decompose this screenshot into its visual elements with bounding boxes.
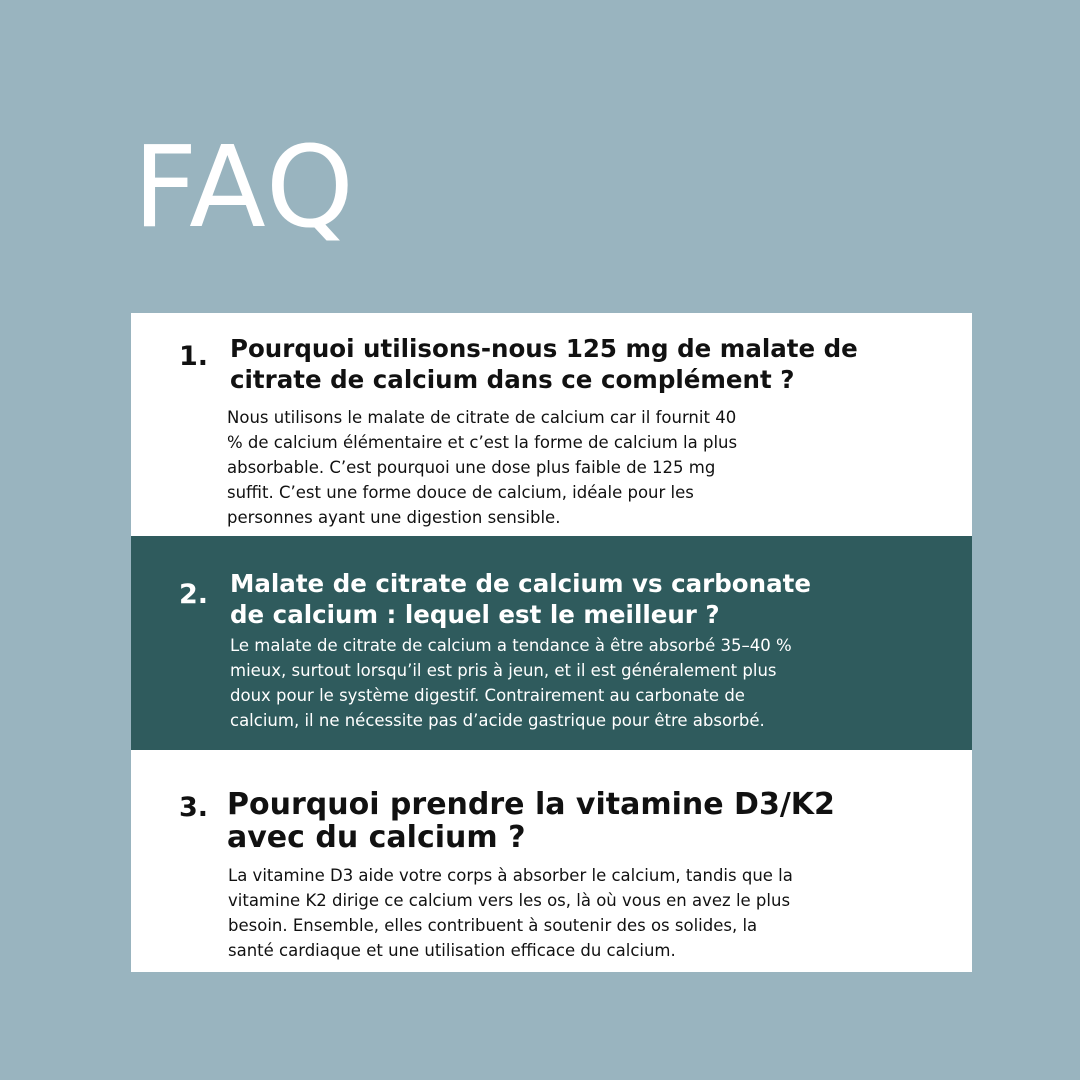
question-line: Malate de citrate de calcium vs carbonate (230, 569, 811, 598)
answer-line: La vitamine D3 aide votre corps à absorber le calcium, tandis que la (228, 866, 793, 885)
answer-line: personnes ayant une digestion sensible. (227, 508, 561, 527)
faq-number: 3. (179, 792, 209, 823)
answer-line: Le malate de citrate de calcium a tendance à être absorbé 35–40 % (230, 636, 792, 655)
faq-item-3 (131, 750, 972, 972)
answer-line: doux pour le système digestif. Contrairement au carbonate de (230, 686, 745, 705)
faq-question (230, 333, 950, 395)
question-line: Pourquoi utilisons-nous 125 mg de malate de (230, 334, 858, 363)
question-line: Pourquoi prendre la vitamine D3/K2 (227, 787, 835, 822)
faq-question (230, 568, 950, 630)
faq-answer (228, 863, 928, 963)
question-line: avec du calcium ? (227, 820, 526, 855)
answer-line: calcium, il ne nécessite pas d’acide gastrique pour être absorbé. (230, 711, 765, 730)
answer-line: besoin. Ensemble, elles contribuent à soutenir des os solides, la (228, 916, 758, 935)
faq-answer (227, 405, 897, 530)
faq-card (131, 313, 972, 972)
answer-line: vitamine K2 dirige ce calcium vers les os, là où vous en avez le plus (228, 891, 791, 910)
answer-line: absorbable. C’est pourquoi une dose plus faible de 125 mg (227, 458, 716, 477)
faq-question (227, 788, 947, 854)
faq-answer (230, 633, 930, 733)
answer-line: suffit. C’est une forme douce de calcium, idéale pour les (227, 483, 694, 502)
answer-line: santé cardiaque et une utilisation efficace du calcium. (228, 941, 676, 960)
faq-number: 1. (179, 341, 209, 372)
page-title: FAQ (133, 123, 356, 253)
answer-line: mieux, surtout lorsqu’il est pris à jeun, et il est généralement plus (230, 661, 777, 680)
answer-line: Nous utilisons le malate de citrate de calcium car il fournit 40 (227, 408, 737, 427)
faq-item-1 (131, 313, 972, 536)
faq-item-2 (131, 536, 972, 750)
question-line: de calcium : lequel est le meilleur ? (230, 600, 720, 629)
answer-line: % de calcium élémentaire et c’est la forme de calcium la plus (227, 433, 738, 452)
faq-number: 2. (179, 579, 209, 610)
question-line: citrate de calcium dans ce complément ? (230, 365, 795, 394)
